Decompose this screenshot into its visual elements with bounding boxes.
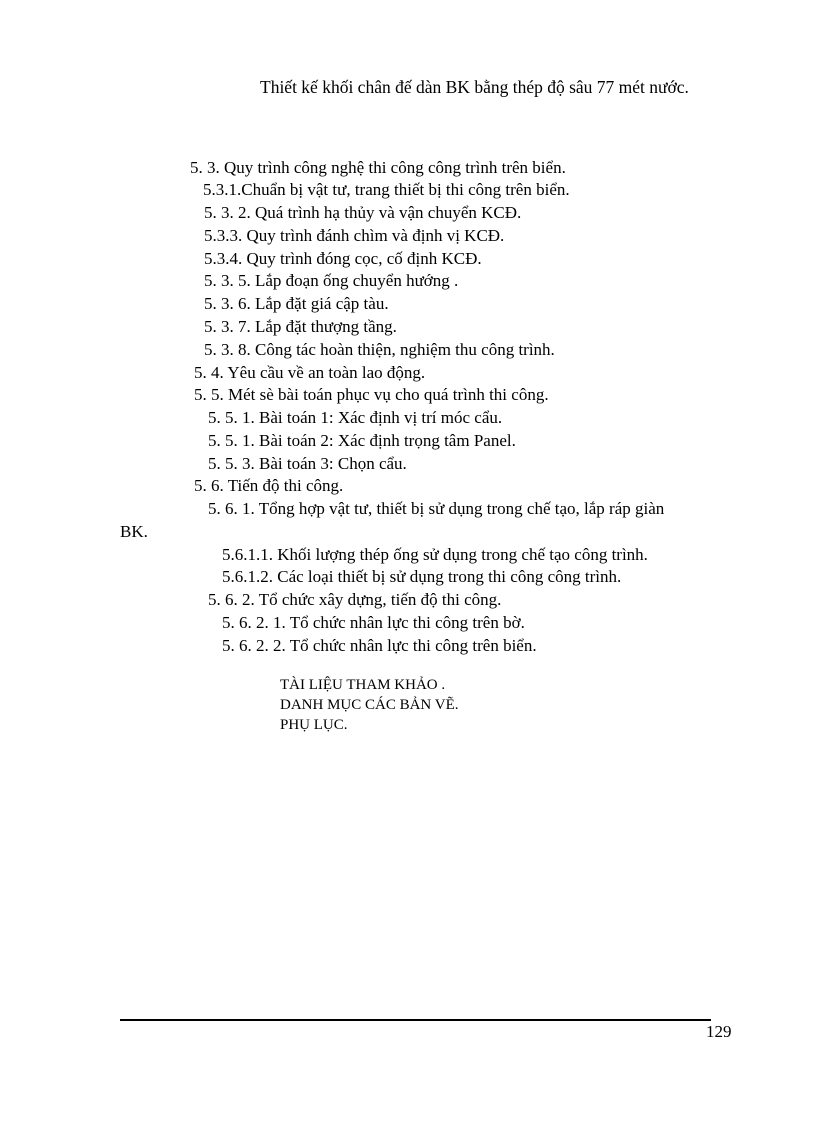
toc-item: 5.6.1.1. Khối lượng thép ống sử dụng trong chế tạo công trình.: [222, 545, 648, 564]
toc-item: 5. 3. 7. Lắp đặt thượng tầng.: [204, 317, 397, 336]
toc-item: 5. 3. 2. Quá trình hạ thủy và vận chuyển KCĐ.: [204, 203, 522, 222]
page-number: 129: [706, 1022, 732, 1041]
appendix-item-appendix: PHỤ LỤC.: [280, 717, 348, 733]
toc-item: 5. 3. 8. Công tác hoàn thiện, nghiệm thu công trình.: [204, 340, 555, 359]
toc-item: 5. 3. 5. Lắp đoạn ống chuyển hướng .: [204, 271, 459, 290]
toc-item: 5. 3. 6. Lắp đặt giá cập tàu.: [204, 294, 389, 313]
toc-item: 5.3.1.Chuẩn bị vật tư, trang thiết bị thi công trên biển.: [203, 180, 570, 199]
toc-item: 5. 5. 3. Bài toán 3: Chọn cẩu.: [208, 454, 407, 473]
toc-item: 5. 6. 2. 1. Tổ chức nhân lực thi công trên bờ.: [222, 613, 525, 632]
toc-item: 5. 5. Mét sè bài toán phục vụ cho quá trình thi công.: [194, 385, 549, 404]
appendix-item-drawings: DANH MỤC CÁC BẢN VẼ.: [280, 697, 459, 713]
page-header-title: Thiết kế khối chân đế dàn BK bằng thép độ sâu 77 mét nước.: [260, 77, 689, 97]
footer-rule: [120, 1019, 711, 1021]
toc-item: 5. 6. 2. 2. Tổ chức nhân lực thi công trên biển.: [222, 636, 537, 655]
toc-item: 5. 3. Quy trình công nghệ thi công công trình trên biển.: [190, 158, 566, 177]
toc-item: 5. 6. Tiến độ thi công.: [194, 476, 344, 495]
toc-item: 5. 6. 1. Tổng hợp vật tư, thiết bị sử dụng trong chế tạo, lắp ráp giàn: [208, 499, 665, 518]
toc-item: 5. 5. 1. Bài toán 1: Xác định vị trí móc cẩu.: [208, 408, 503, 427]
toc-item: 5.3.3. Quy trình đánh chìm và định vị KCĐ.: [204, 226, 505, 245]
appendix-item-references: TÀI LIỆU THAM KHẢO .: [280, 677, 446, 693]
toc-item: 5. 5. 1. Bài toán 2: Xác định trọng tâm Panel.: [208, 431, 516, 450]
toc-item: 5.3.4. Quy trình đóng cọc, cố định KCĐ.: [204, 249, 482, 268]
toc-item-continuation: BK.: [120, 522, 148, 541]
toc-item: 5. 4. Yêu cầu về an toàn lao động.: [194, 363, 426, 382]
toc-item: 5. 6. 2. Tổ chức xây dựng, tiến độ thi công.: [208, 590, 502, 609]
toc-item: 5.6.1.2. Các loại thiết bị sử dụng trong thi công công trình.: [222, 567, 622, 586]
